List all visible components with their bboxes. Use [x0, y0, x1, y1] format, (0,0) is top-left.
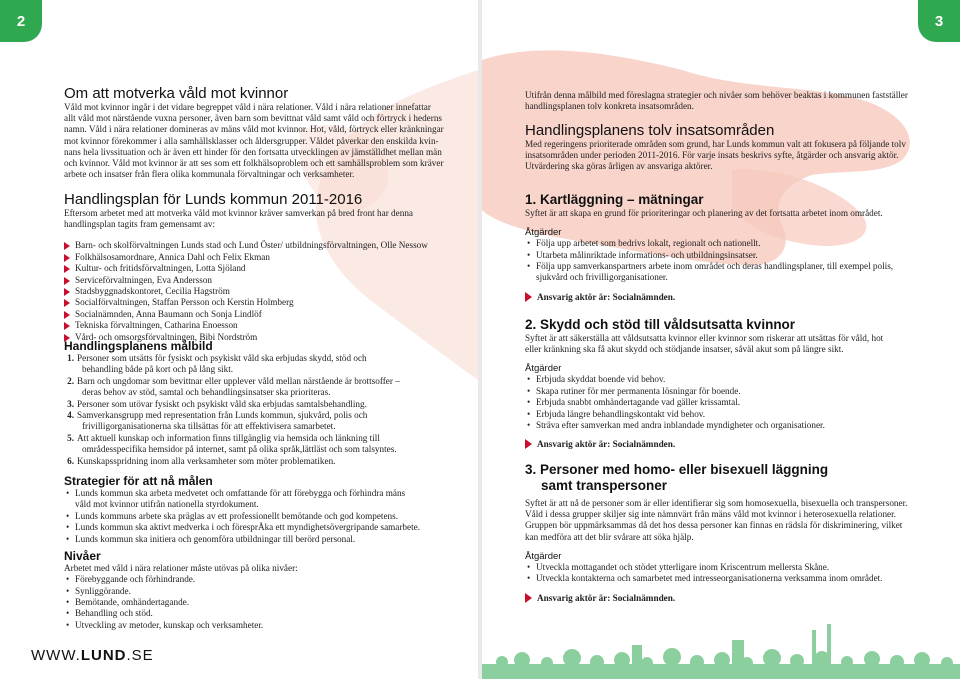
strategy-title: Strategier för att nå målen — [64, 474, 213, 488]
areas-intro-line: insatsområden under perioden 2011-2016. För varje insats beskrivs syfte, åtgärder och ansvarig aktör. — [525, 150, 899, 161]
list-item: Vård- och omsorgsförvaltningen, Bibi Nordström — [64, 332, 459, 343]
list-item: • Utveckling av metoder, kunskap och verksamheter. — [64, 620, 464, 631]
left-page — [0, 0, 478, 679]
list-item: • Synliggörande. — [64, 586, 464, 597]
participants-list — [64, 240, 459, 343]
list-item: • Bemötande, omhändertagande. — [64, 597, 464, 608]
areas-intro-line: Med regeringens prioriterade områden som grund, har Lunds kommun valt att fokusera på följande tolv — [525, 139, 906, 149]
areas-intro-line: Utvärdering ska göras årligen av ansvariga aktörer. — [525, 161, 713, 172]
right-page — [482, 0, 960, 679]
list-item: 1. Personer som utsätts för fysiskt och psykiskt våld ska erbjudas skydd, stöd och behandling både på kort och på lång sikt. — [67, 353, 367, 375]
intro-line: allt våld mot närstående vuxna personer, även barn som bevittnat våld samt våld och förtryck i hederns — [64, 113, 442, 124]
intro-line: arbete och insatser från flera olika kommunala förvaltningar och verksamheter. — [64, 169, 355, 180]
list-item: • Lunds kommun ska aktivt medverka i och föresprÅka ett myndighetsövergripande samarbete. — [64, 522, 464, 533]
intro-line: namn. Våld i nära relationer domineras av mäns våld mot kvinnor. Hot, våld, förtryck eller kränkningar — [64, 124, 444, 135]
list-item: • Erbjuda längre behandlingskontakt vid behov. — [525, 409, 945, 420]
list-item: • Lunds kommuns arbete ska präglas av ett professionellt bemötande och god kompetens. — [64, 511, 464, 522]
list-item: Serviceförvaltningen, Eva Andersson — [64, 275, 459, 286]
responsible-line — [525, 292, 945, 302]
responsible-line — [525, 593, 950, 603]
goal-section — [64, 339, 464, 467]
arrow-icon — [64, 254, 70, 262]
goal-title: Handlingsplanens målbild — [64, 339, 213, 353]
section-purpose: Våld i dessa grupper skiljer sig inte nämnvärt från mäns våld mot kvinnor i heterosexuella relationer. — [525, 509, 896, 520]
page-number-badge: 3 — [918, 0, 960, 42]
areas-title: Handlingsplanens tolv insatsområden — [525, 122, 775, 139]
list-item: Stadsbyggnadskontoret, Cecilia Hagström — [64, 286, 459, 297]
goal-list — [64, 353, 464, 467]
section-1 — [525, 192, 945, 302]
plan-title: Handlingsplan för Lunds kommun 2011-2016 — [64, 191, 363, 208]
list-item: 2. Barn och ungdomar som bevittnar eller upplever våld mellan närstående är brottsoffer – deras behov av stöd, samtal och behandlingsinsatser ska prioriteras. — [67, 375, 400, 398]
list-item: • Förebyggande och förhindrande. — [64, 574, 464, 585]
section-title: 2. Skydd och stöd till våldsutsatta kvinnor — [525, 317, 796, 332]
section-purpose: Syftet är att skapa en grund för prioriteringar och planering av det fortsatta arbetet inom området. — [525, 208, 883, 218]
arrow-icon — [64, 299, 70, 307]
list-item: • Lunds kommun ska arbeta medvetet och omfattande för att förebygga och förhindra mäns våld mot kvinnor utifrån nationella styrdokument. — [64, 488, 464, 511]
list-item: • Utveckla kontakterna och samarbetet med intresseorganisationerna verksamma inom området. — [525, 573, 950, 584]
intro-line: Utifrån denna målbild med föreslagna strategier och nivåer som behöver beaktas i kommunen fastställer — [525, 90, 908, 100]
arrow-icon — [64, 311, 70, 319]
measures-list — [525, 374, 945, 431]
list-item: Kultur- och fritidsförvaltningen, Lotta Sjöland — [64, 263, 459, 274]
arrow-icon — [525, 292, 532, 302]
arrow-icon — [64, 288, 70, 296]
section-title: 3. Personer med homo- eller bisexuell läggning — [525, 462, 829, 477]
arrow-icon — [525, 593, 532, 603]
list-item: • Erbjuda skyddat boende vid behov. — [525, 374, 945, 385]
levels-list — [64, 574, 464, 631]
list-item: Tekniska förvaltningen, Catharina Enoesson — [64, 320, 459, 331]
measures-label: Åtgärder — [525, 227, 562, 239]
section-title: 1. Kartläggning – mätningar — [525, 192, 704, 207]
list-item: • Behandling och stöd. — [64, 608, 464, 619]
arrow-icon — [64, 322, 70, 330]
intro-section — [64, 86, 459, 180]
list-item: 3. Personer som utövar fysiskt och psykiskt våld ska erbjudas samtalsbehandling. — [67, 398, 367, 409]
strategy-list — [64, 488, 464, 545]
list-item: • Lunds kommun ska initiera och genomföra utbildningar till berörd personal. — [64, 534, 464, 545]
list-item: • Sträva efter samverkan med andra inblandade myndigheter och organisationer. — [525, 420, 945, 431]
arrow-icon — [64, 242, 70, 250]
intro-line: mot kvinnor förekommer i alla samhällsklasser och åldersgrupper. Våldet påverkar den enskilda kvin- — [64, 135, 439, 146]
intro-line: nans hela livssituation och är även ett hinder för den fortsatta utvecklingen av jämställdhet mellan män — [64, 146, 442, 157]
plan-intro-line: Eftersom arbetet med att motverka våld mot kvinnor kräver samverkan på bred front har denna — [64, 208, 413, 218]
plan-section — [64, 192, 459, 343]
responsible-text: Ansvarig aktör är: Socialnämnden. — [537, 592, 676, 603]
list-item: • Skapa rutiner för mer permanenta lösningar för boende. — [525, 386, 945, 397]
list-item: 4. Samverkansgrupp med representation från Lunds kommun, sjukvård, polis och frivilligorganisationerna ska tillsättas för att effektivisera samarbetet. — [67, 410, 368, 432]
intro-line: handlingsplanen tolv konkreta insatsområden. — [525, 101, 694, 112]
list-item: • Erbjuda snabbt omhändertagande vad gäller krissamtal. — [525, 397, 945, 408]
measures-list — [525, 238, 945, 284]
lund-logo[interactable]: WWW.LUND.SE — [31, 647, 154, 664]
list-item: Socialförvaltningen, Staffan Persson och Kerstin Holmberg — [64, 297, 459, 308]
responsible-text: Ansvarig aktör är: Socialnämnden. — [537, 291, 676, 302]
plan-intro-line: handlingsplan tagits fram gemensamt av: — [64, 219, 216, 230]
list-item: • Följa upp samverkanspartners arbete inom området och deras handlingsplaner, till exempel polis, sjukvård och frivilligorganisationer. — [525, 261, 945, 284]
arrow-icon — [525, 439, 532, 449]
section-3 — [525, 462, 950, 603]
list-item: 5. Att aktuell kunskap och information finns tillgänglig via hemsida och länkning till områdesspecifika hemsidor på internet, samt på olika språk,lättläst och som talsyntes. — [67, 432, 397, 455]
list-item: • Följa upp arbetet som bedrivs lokalt, regionalt och nationellt. — [525, 238, 945, 249]
intro-line: och kvinnor. Våld mot kvinnor är att ses som ett folkhälsoproblem och ett samhällsproblem som kräver — [64, 158, 444, 169]
list-item: • Utveckla mottagandet och stödet ytterligare inom Kriscentrum mellersta Skåne. — [525, 562, 950, 573]
section-purpose: kan medföra att det blir svårare att söka hjälp. — [525, 531, 694, 542]
intro-section — [525, 90, 945, 112]
measures-label: Åtgärder — [525, 550, 562, 562]
list-item: 6. Kunskapsspridning inom alla verksamheter som möter problematiken. — [67, 455, 336, 466]
arrow-icon — [64, 277, 70, 285]
section-title-cont: samt transpersoner — [541, 478, 668, 493]
section-purpose: Syftet är att säkerställa att våldsutsatta kvinnor eller kvinnor som riskerar att utsättas för våld, hot — [525, 333, 884, 343]
strategy-section — [64, 474, 464, 545]
list-item: • Utarbeta målinriktade informations- och utbildningsinsatser. — [525, 250, 945, 261]
levels-title: Nivåer — [64, 549, 101, 563]
section-purpose: eller kränkning ska få akut skydd och stödjande insatser, såväl akut som på längre sikt. — [525, 344, 844, 355]
arrow-icon — [64, 265, 70, 273]
page-number-badge: 2 — [0, 0, 42, 42]
list-item: Socialnämnden, Anna Baumann och Sonja Lindlöf — [64, 309, 459, 320]
responsible-text: Ansvarig aktör är: Socialnämnden. — [537, 439, 676, 450]
levels-section — [64, 549, 464, 631]
list-item: Folkhälsosamordnare, Annica Dahl och Felix Ekman — [64, 252, 459, 263]
levels-intro: Arbetet med våld i nära relationer måste utövas på olika nivåer: — [64, 563, 298, 573]
section-purpose: Syftet är att nå de personer som är eller identifierar sig som homosexuella, bisexuella och transpersoner. — [525, 498, 908, 508]
list-item: Barn- och skolförvaltningen Lunds stad och Lund Öster/ utbildningsförvaltningen, Olle Nessow — [64, 240, 459, 251]
areas-section — [525, 123, 945, 173]
measures-label: Åtgärder — [525, 363, 562, 375]
measures-list — [525, 562, 950, 585]
intro-text — [64, 102, 459, 180]
intro-line: Våld mot kvinnor ingår i det vidare begreppet våld i nära relationer. Våld i nära relationer innefattar — [64, 102, 431, 112]
section-2 — [525, 317, 945, 449]
page-title: Om att motverka våld mot kvinnor — [64, 85, 289, 102]
section-purpose: Gruppen bör uppmärksammas då det hos dessa personer kan finnas en rädsla för diskriminering, vilket — [525, 520, 903, 531]
responsible-line — [525, 439, 945, 449]
